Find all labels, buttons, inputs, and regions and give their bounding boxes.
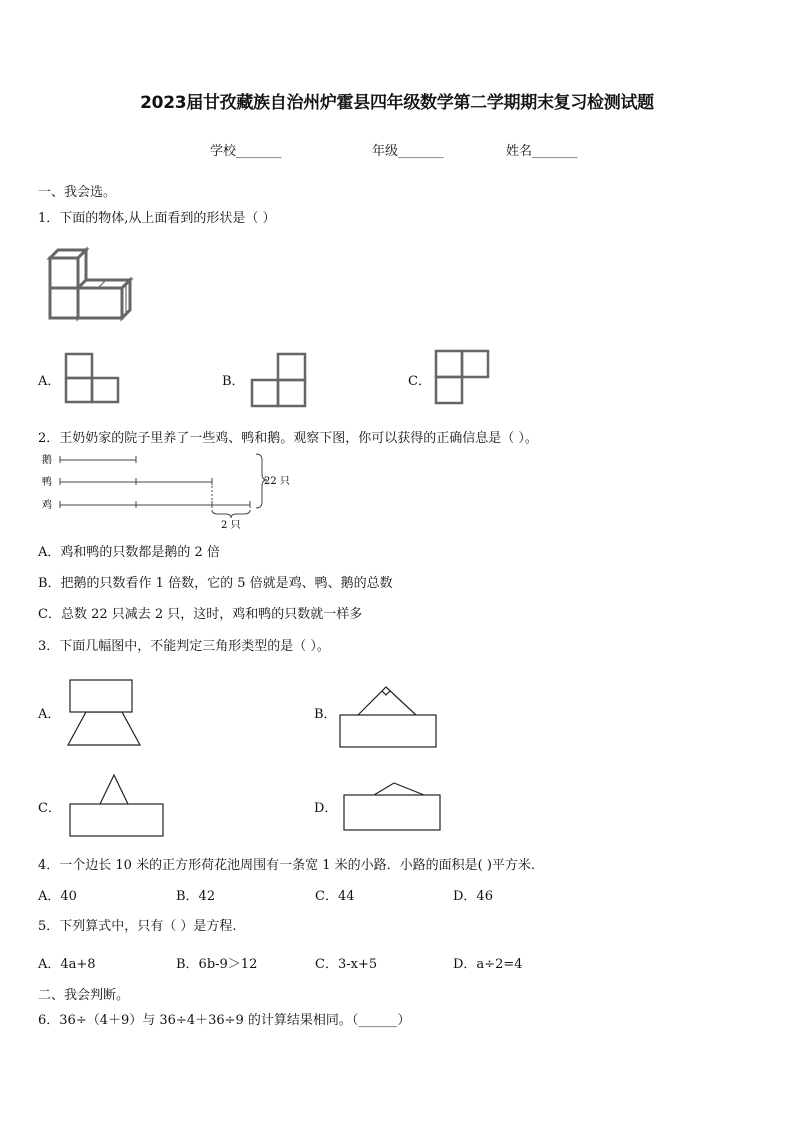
question-1: 1．下面的物体,从上面看到的形状是（ ） <box>38 211 276 226</box>
q5-option-d: D．a÷2=4 <box>453 957 523 972</box>
q4-option-b: B．42 <box>176 889 216 904</box>
q3-option-b-figure <box>338 682 438 750</box>
section-1-heading: 一、我会选。 <box>38 185 117 200</box>
q1-option-c-figure <box>434 349 490 405</box>
q5-option-b: B．6b-9＞12 <box>176 957 258 972</box>
q1-option-c-label: C． <box>408 374 431 389</box>
question-2: 2．王奶奶家的院子里养了一些鸡、鸭和鹅。观察下图，你可以获得的正确信息是（ ）。 <box>38 431 538 446</box>
q3-option-c-figure <box>68 772 166 838</box>
q1-option-a-figure <box>64 352 120 406</box>
question-4: 4．一个边长 10 米的正方形荷花池周围有一条宽 1 米的小路．小路的面积是( )平方米. <box>38 858 536 873</box>
q2-option-b: B．把鹅的只数看作 1 倍数，它的 5 倍就是鸡、鸭、鹅的总数 <box>38 576 393 591</box>
q4-option-c: C．44 <box>315 889 355 904</box>
difference-label: 2 只 <box>221 520 241 531</box>
q3-option-a-figure <box>66 678 142 748</box>
q3-option-c-label: C． <box>38 801 61 816</box>
grade-field: 年级_______ <box>372 144 444 159</box>
page-title: 2023届甘孜藏族自治州炉霍县四年级数学第二学期期末复习检测试题 <box>140 93 654 113</box>
goose-label: 鹅 <box>42 455 52 466</box>
q4-option-a: A．40 <box>38 889 77 904</box>
chicken-label: 鸡 <box>42 500 52 511</box>
school-field: 学校_______ <box>210 144 282 159</box>
q5-option-c: C．3-x+5 <box>315 957 378 972</box>
question-3: 3．下面几幅图中，不能判定三角形类型的是（ ）。 <box>38 639 330 654</box>
question-5: 5．下列算式中，只有（ ）是方程. <box>38 919 237 934</box>
section-2-heading: 二、我会判断。 <box>38 988 130 1003</box>
q3-option-d-label: D． <box>314 801 338 816</box>
q2-line-diagram <box>38 450 308 535</box>
q3-option-b-label: B． <box>314 707 337 722</box>
q5-option-a: A．4a+8 <box>38 957 96 972</box>
name-field: 姓名_______ <box>506 144 578 159</box>
q2-option-c: C．总数 22 只减去 2 只，这时，鸡和鸭的只数就一样多 <box>38 607 363 622</box>
question-6: 6．36÷（4＋9）与 36÷4＋36÷9 的计算结果相同。（______） <box>38 1013 411 1028</box>
q2-option-a: A．鸡和鸭的只数都是鹅的 2 倍 <box>38 545 220 560</box>
q1-cube-figure <box>46 248 136 322</box>
q1-option-a-label: A． <box>38 374 61 389</box>
q4-option-d: D．46 <box>453 889 493 904</box>
duck-label: 鸭 <box>42 477 52 488</box>
q3-option-a-label: A． <box>38 707 61 722</box>
q3-option-d-figure <box>342 781 442 833</box>
q1-option-b-label: B． <box>222 374 245 389</box>
total-label: 22 只 <box>264 476 290 487</box>
q1-option-b-figure <box>250 352 308 408</box>
